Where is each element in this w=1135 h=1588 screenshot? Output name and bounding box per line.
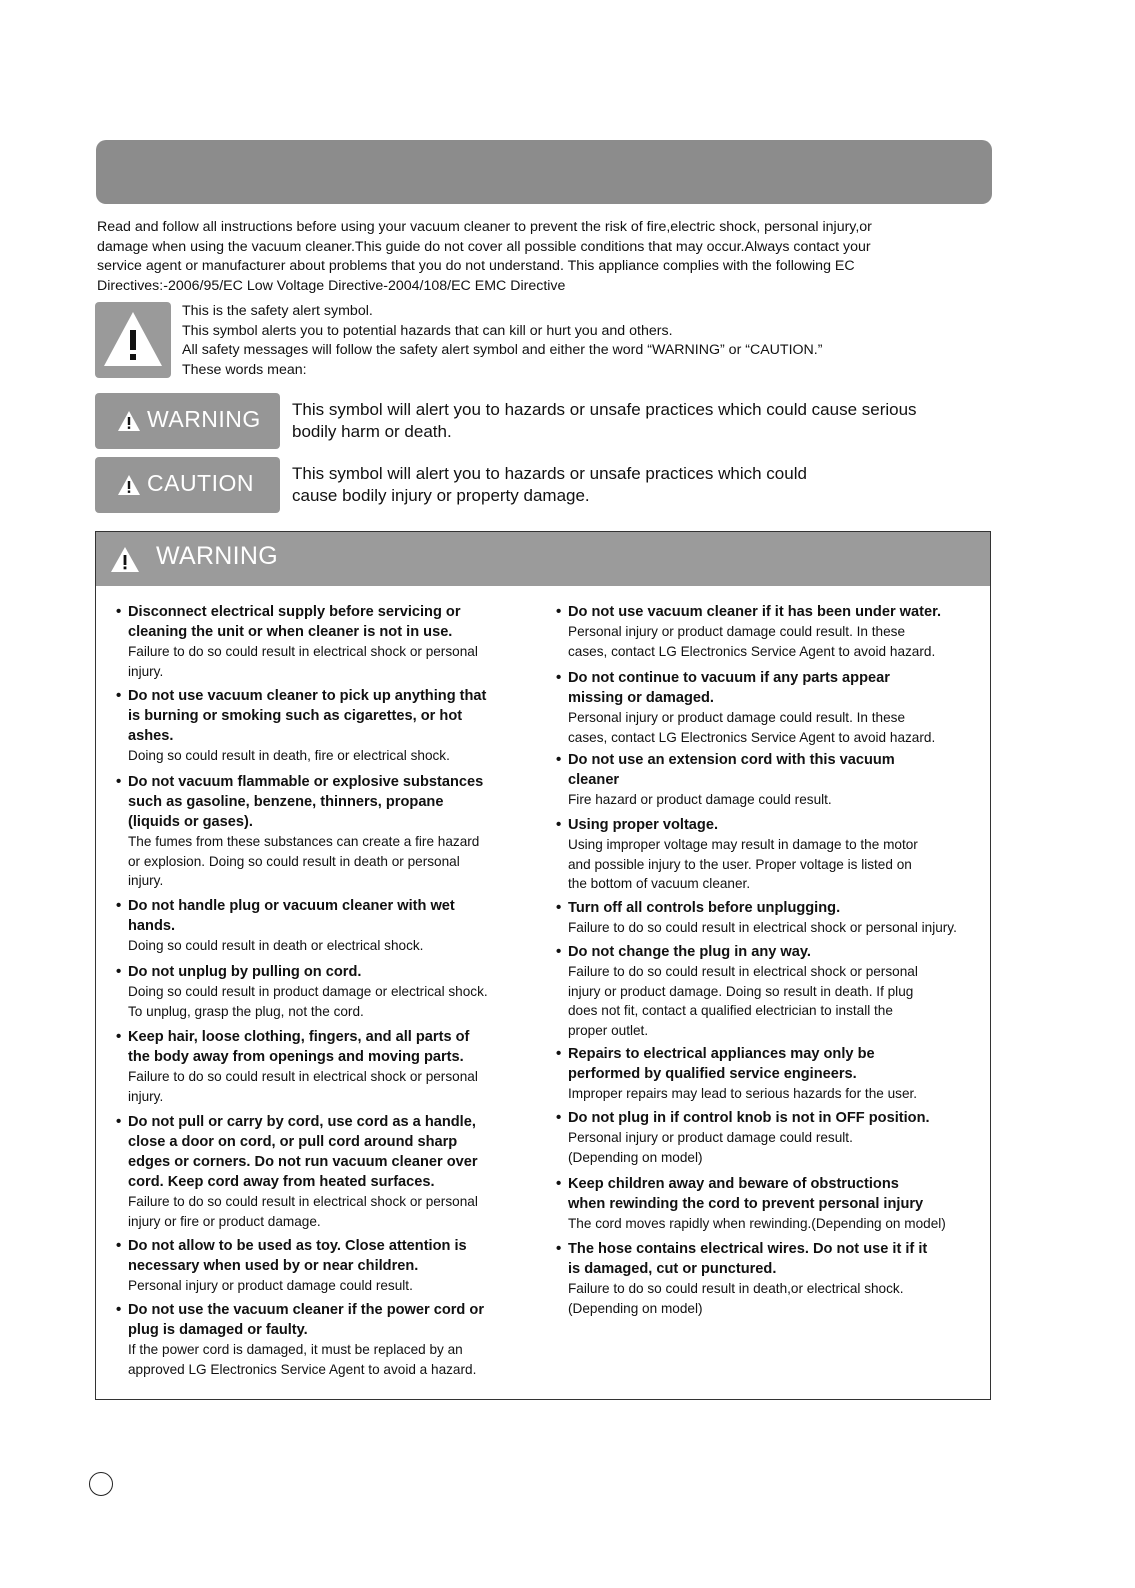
warning-item-detail: Doing so could result in death, fire or electrical shock. [128,748,450,763]
warning-item-detail: Doing so could result in product damage or electrical shock. [128,984,488,999]
warning-item-heading: performed by qualified service engineers. [568,1066,857,1082]
warning-triangle-icon [117,474,141,496]
warning-item [556,942,998,1040]
bullet-icon: • [116,773,122,790]
warning-item-heading: edges or corners. Do not run vacuum cleaner over [128,1154,478,1170]
caution-badge-label: CAUTION [147,470,254,496]
intro-line: Read and follow all instructions before using your vacuum cleaner to prevent the risk of fire,electric shock, personal injury,or [97,219,872,235]
warning-item [116,1112,548,1231]
warning-box-header [96,532,990,586]
warning-triangle-icon [117,410,141,432]
warning-item-heading: Do not plug in if control knob is not in OFF position. [568,1110,930,1126]
alert-line: All safety messages will follow the safety alert symbol and either the word “WARNING” or “CAUTION.” [182,342,823,358]
warning-signal-row [95,393,995,451]
warning-item-heading: Do not use vacuum cleaner if it has been under water. [568,604,942,620]
warning-item-detail: Failure to do so could result in electrical shock or personal [128,1069,478,1084]
warning-item-heading: Do not pull or carry by cord, use cord as a handle, [128,1114,476,1130]
warning-item [556,1044,998,1104]
warning-item-heading: Do not use an extension cord with this vacuum [568,752,895,768]
warning-item-heading: Do not change the plug in any way. [568,944,811,960]
warning-item-heading: Turn off all controls before unplugging. [568,900,841,916]
intro-line: damage when using the vacuum cleaner.This guide do not cover all possible conditions that may occur.Always contact your [97,238,871,255]
warning-item-detail: Personal injury or product damage could result. In these [568,624,906,639]
warning-item [556,1174,998,1234]
warning-item-heading: Do not vacuum flammable or explosive substances [128,774,484,790]
warning-item-heading: Keep children away and beware of obstructions [568,1176,899,1192]
warning-item-detail: Failure to do so could result in electrical shock or personal [568,964,918,979]
warning-item-detail: Personal injury or product damage could result. In these [568,710,906,725]
bullet-icon: • [116,963,122,980]
warning-description [292,399,972,442]
warning-item-detail: To unplug, grasp the plug, not the cord. [128,1003,364,1019]
safety-alert-block [95,302,995,380]
warning-item-heading: Do not handle plug or vacuum cleaner with wet [128,898,455,914]
warning-triangle-icon [101,308,165,370]
warning-item-detail: The cord moves rapidly when rewinding.(Depending on model) [568,1216,946,1231]
warning-item [556,815,998,894]
section-header-bar [96,140,992,204]
warning-item-heading: The hose contains electrical wires. Do not use it if it [568,1241,928,1257]
bullet-icon: • [556,1240,562,1257]
warning-item-heading: is burning or smoking such as cigarettes, or hot [128,708,463,724]
warning-item-heading: close a door on cord, or pull cord around sharp [128,1134,458,1150]
warning-item [116,1236,548,1296]
alert-line: These words mean: [182,361,307,378]
warning-item-heading: Do not use the vacuum cleaner if the power cord or [128,1302,484,1318]
warning-item-detail: injury or fire or product damage. [128,1213,321,1229]
warning-item-detail: Personal injury or product damage could result. [568,1130,853,1145]
caution-description-line: cause bodily injury or property damage. [292,485,590,505]
warning-item-detail: injury. [128,873,164,888]
warning-item-heading: cleaning the unit or when cleaner is not in use. [128,624,453,640]
warning-item-detail: Failure to do so could result in death,or electrical shock. [568,1281,904,1296]
warning-item-detail: does not fit, contact a qualified electrician to install the [568,1003,893,1018]
warning-item-heading: Do not continue to vacuum if any parts appear [568,670,890,686]
warning-item [116,602,548,681]
warning-item-heading: Do not use vacuum cleaner to pick up anything that [128,688,487,704]
warning-item [556,750,998,810]
warning-item [116,1027,548,1106]
warning-item-detail: injury. [128,1088,164,1104]
bullet-icon: • [556,943,562,960]
warning-item [556,1108,998,1167]
warning-item-detail: (Depending on model) [568,1300,703,1316]
warning-item-detail: Failure to do so could result in electrical shock or personal [128,644,478,659]
warning-item-heading: necessary when used by or near children. [128,1258,419,1274]
caution-description-line: This symbol will alert you to hazards or unsafe practices which could [292,464,807,483]
warning-item-heading: plug is damaged or faulty. [128,1322,308,1338]
warning-item-heading: ashes. [128,728,174,744]
bullet-icon: • [556,1045,562,1062]
warning-badge [95,393,280,449]
warning-item-heading: Do not unplug by pulling on cord. [128,964,362,980]
bullet-icon: • [556,603,562,620]
warning-item-heading: when rewinding the cord to prevent personal injury [568,1196,924,1212]
warning-badge-label: WARNING [147,406,261,432]
bullet-icon: • [556,669,562,686]
warning-item-heading: missing or damaged. [568,690,714,706]
warning-item-heading: Keep hair, loose clothing, fingers, and all parts of [128,1029,470,1045]
warning-item [556,898,998,938]
warning-description-line: bodily harm or death. [292,421,452,441]
warning-item-heading: Do not allow to be used as toy. Close attention is [128,1238,467,1254]
warning-item [556,602,998,661]
warning-item [116,772,548,891]
warning-item-heading: (liquids or gases). [128,814,253,830]
warning-item-heading: is damaged, cut or punctured. [568,1261,777,1277]
warning-item-heading: cord. Keep cord away from heated surfaces. [128,1174,435,1190]
caution-description [292,463,972,506]
warning-item-heading: the body away from openings and moving parts. [128,1049,464,1065]
warning-item [116,1300,548,1379]
warning-description-line: This symbol will alert you to hazards or unsafe practices which could cause serious [292,400,917,419]
warning-item-detail: Personal injury or product damage could result. [128,1278,413,1293]
safety-alert-symbol [95,302,171,378]
warning-item-detail: Failure to do so could result in electrical shock or personal injury. [568,920,957,935]
caution-signal-row [95,457,995,515]
warning-item-heading: Using proper voltage. [568,817,719,833]
warning-item-detail: Using improper voltage may result in damage to the motor [568,837,918,852]
bullet-icon: • [116,687,122,704]
warning-item-detail: Failure to do so could result in electrical shock or personal [128,1194,478,1209]
intro-paragraph [97,218,997,296]
intro-line: service agent or manufacturer about problems that you do not understand. This appliance complies with the following EC [97,258,855,274]
bullet-icon: • [116,897,122,914]
warning-item-heading: cleaner [568,772,620,788]
warning-item-detail: approved LG Electronics Service Agent to avoid a hazard. [128,1361,477,1377]
warning-item-heading: Repairs to electrical appliances may only be [568,1046,875,1062]
bullet-icon: • [116,603,122,620]
warning-item-detail: Doing so could result in death or electrical shock. [128,938,424,953]
warning-box-title: WARNING [156,542,278,570]
warning-item-heading: hands. [128,918,176,934]
bullet-icon: • [116,1301,122,1318]
warning-item-detail: the bottom of vacuum cleaner. [568,876,751,891]
warning-item-detail: Fire hazard or product damage could result. [568,792,832,807]
bullet-icon: • [556,1175,562,1192]
warning-box [95,531,991,1400]
warning-item-detail: cases, contact LG Electronics Service Agent to avoid hazard. [568,643,936,659]
page-number-marker [89,1472,113,1496]
warning-item [116,962,548,1021]
warning-item-detail: Improper repairs may lead to serious hazards for the user. [568,1086,918,1101]
alert-line: This is the safety alert symbol. [182,303,373,319]
warning-item [556,1239,998,1318]
warning-item-detail: injury or product damage. Doing so result in death. If plug [568,983,914,999]
warning-item-detail: The fumes from these substances can create a fire hazard [128,834,480,849]
bullet-icon: • [556,751,562,768]
warning-item-heading: such as gasoline, benzene, thinners, propane [128,794,444,810]
warning-triangle-icon [110,546,140,573]
bullet-icon: • [116,1237,122,1254]
warning-item [116,686,548,766]
caution-badge [95,457,280,513]
bullet-icon: • [556,899,562,916]
warning-item-detail: cases, contact LG Electronics Service Agent to avoid hazard. [568,729,936,745]
bullet-icon: • [116,1113,122,1130]
warning-item [556,668,998,747]
warning-item-detail: injury. [128,663,164,679]
bullet-icon: • [116,1028,122,1045]
warning-item-detail: (Depending on model) [568,1149,703,1165]
warning-item-heading: Disconnect electrical supply before servicing or [128,604,461,620]
alert-line: This symbol alerts you to potential hazards that can kill or hurt you and others. [182,322,673,339]
warning-item-detail: or explosion. Doing so could result in death or personal [128,853,460,869]
warning-item-detail: If the power cord is damaged, it must be replaced by an [128,1342,463,1357]
intro-line: Directives:-2006/95/EC Low Voltage Directive-2004/108/EC EMC Directive [97,277,566,294]
warning-item [116,896,548,956]
warning-item-detail: proper outlet. [568,1022,649,1038]
safety-alert-text [182,302,822,380]
bullet-icon: • [556,816,562,833]
warning-item-detail: and possible injury to the user. Proper voltage is listed on [568,856,912,872]
bullet-icon: • [556,1109,562,1126]
